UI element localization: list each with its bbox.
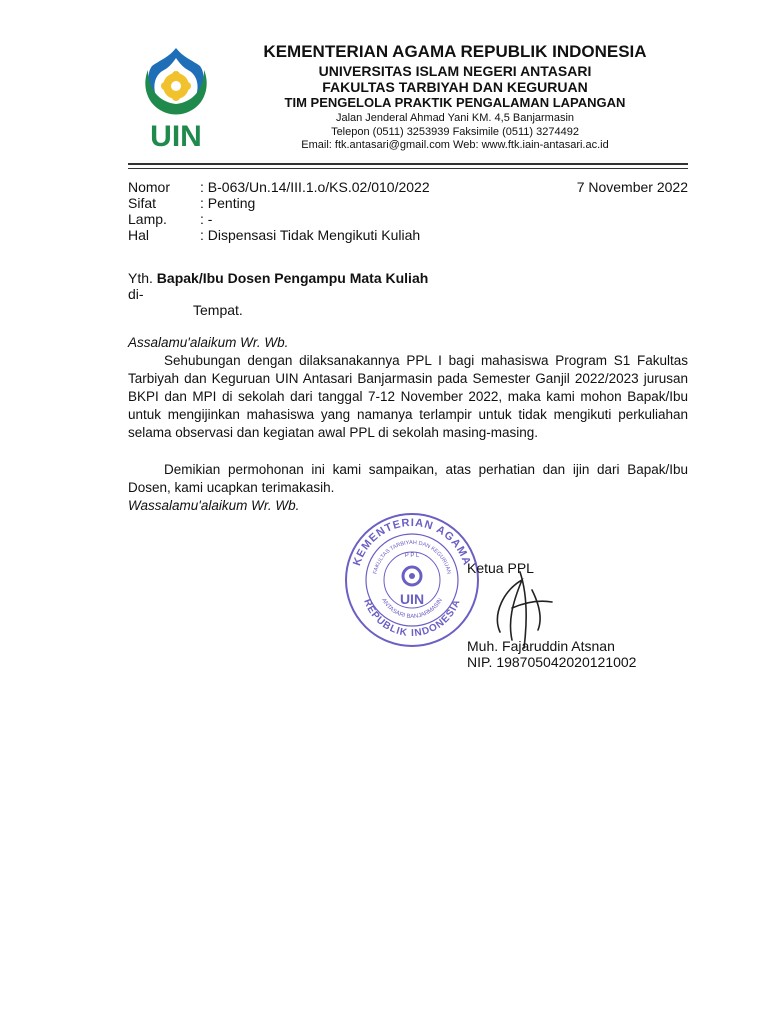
recipient-di: di- — [128, 286, 144, 302]
header-rule — [128, 163, 688, 165]
lamp-value: : - — [200, 211, 213, 227]
official-stamp — [344, 512, 480, 648]
address: Jalan Jenderal Ahmad Yani KM. 4,5 Banjarmasin — [335, 112, 575, 124]
signatory-title: Ketua PPL — [467, 560, 534, 576]
stamp-inner-bottom: ANTASARI BANJARMASIN — [380, 597, 444, 621]
letter-date: 7 November 2022 — [576, 179, 688, 195]
hal-value: : Dispensasi Tidak Mengikuti Kuliah — [200, 227, 421, 243]
stamp-logo-text: UIN — [399, 591, 425, 607]
stamp-outer-bottom: REPUBLIK INDONESIA — [361, 597, 463, 640]
greeting: Assalamu'alaikum Wr. Wb. — [128, 335, 289, 350]
lamp-label: Lamp. — [128, 211, 167, 227]
team-name: TIM PENGELOLA PRAKTIK PENGALAMAN LAPANGAN — [284, 95, 626, 110]
recipient-line — [128, 270, 528, 286]
sifat-value: : Penting — [200, 195, 256, 211]
hal-label: Hal — [128, 227, 150, 243]
university-name: UNIVERSITAS ISLAM NEGERI ANTASARI — [318, 63, 592, 79]
phone: Telepon (0511) 3253939 Faksimile (0511) 3274492 — [331, 126, 579, 138]
paragraph-2: Demikian permohonan ini kami sampaikan, atas perhatian dan ijin dari Bapak/Ibu Dosen, kami ucapkan terimakasih. — [128, 462, 688, 495]
signatory-name: Muh. Fajaruddin Atsnan — [467, 638, 615, 654]
nomor-value: : B-063/Un.14/III.1.o/KS.02/010/2022 — [200, 179, 430, 195]
yth: Yth. — [128, 270, 153, 286]
email-web: Email: ftk.antasari@gmail.com Web: www.ftk.iain-antasari.ac.id — [301, 139, 609, 151]
stamp-ppl: P P L — [404, 553, 420, 559]
header-rule-thin — [128, 168, 688, 169]
sifat-label: Sifat — [128, 195, 157, 211]
closing: Wassalamu'alaikum Wr. Wb. — [128, 498, 300, 513]
recipient-name: Bapak/Ibu Dosen Pengampu Mata Kuliah — [156, 270, 429, 286]
ministry-name: KEMENTERIAN AGAMA REPUBLIK INDONESIA — [263, 42, 647, 61]
logo-text: UIN — [150, 120, 202, 152]
faculty-name: FAKULTAS TARBIYAH DAN KEGURUAN — [322, 79, 588, 95]
recipient-place: Tempat. — [193, 302, 243, 318]
stamp-inner-top: FAKULTAS TARBIYAH DAN KEGURUAN — [372, 539, 452, 575]
signatory-nip: NIP. 198705042020121002 — [467, 654, 637, 670]
nomor-label: Nomor — [128, 179, 171, 195]
uin-logo — [138, 44, 214, 152]
stamp-outer-top: KEMENTERIAN AGAMA — [351, 516, 473, 568]
paragraph-1: Sehubungan dengan dilaksanakannya PPL I bagi mahasiswa Program S1 Fakultas Tarbiyah dan Keguruan UIN Antasari Banjarmasin pada Semester Ganjil 2022/2023 jurusan BKPI dan MPI di sekolah dari tanggal 7-12 November 2022, maka kami mohon Bapak/Ibu untuk mengijinkan mahasiswa yang namanya terlampir untuk tidak mengikuti perkuliahan selama observasi dan kegiatan awal PPL di sekolah masing-masing. — [128, 353, 688, 440]
